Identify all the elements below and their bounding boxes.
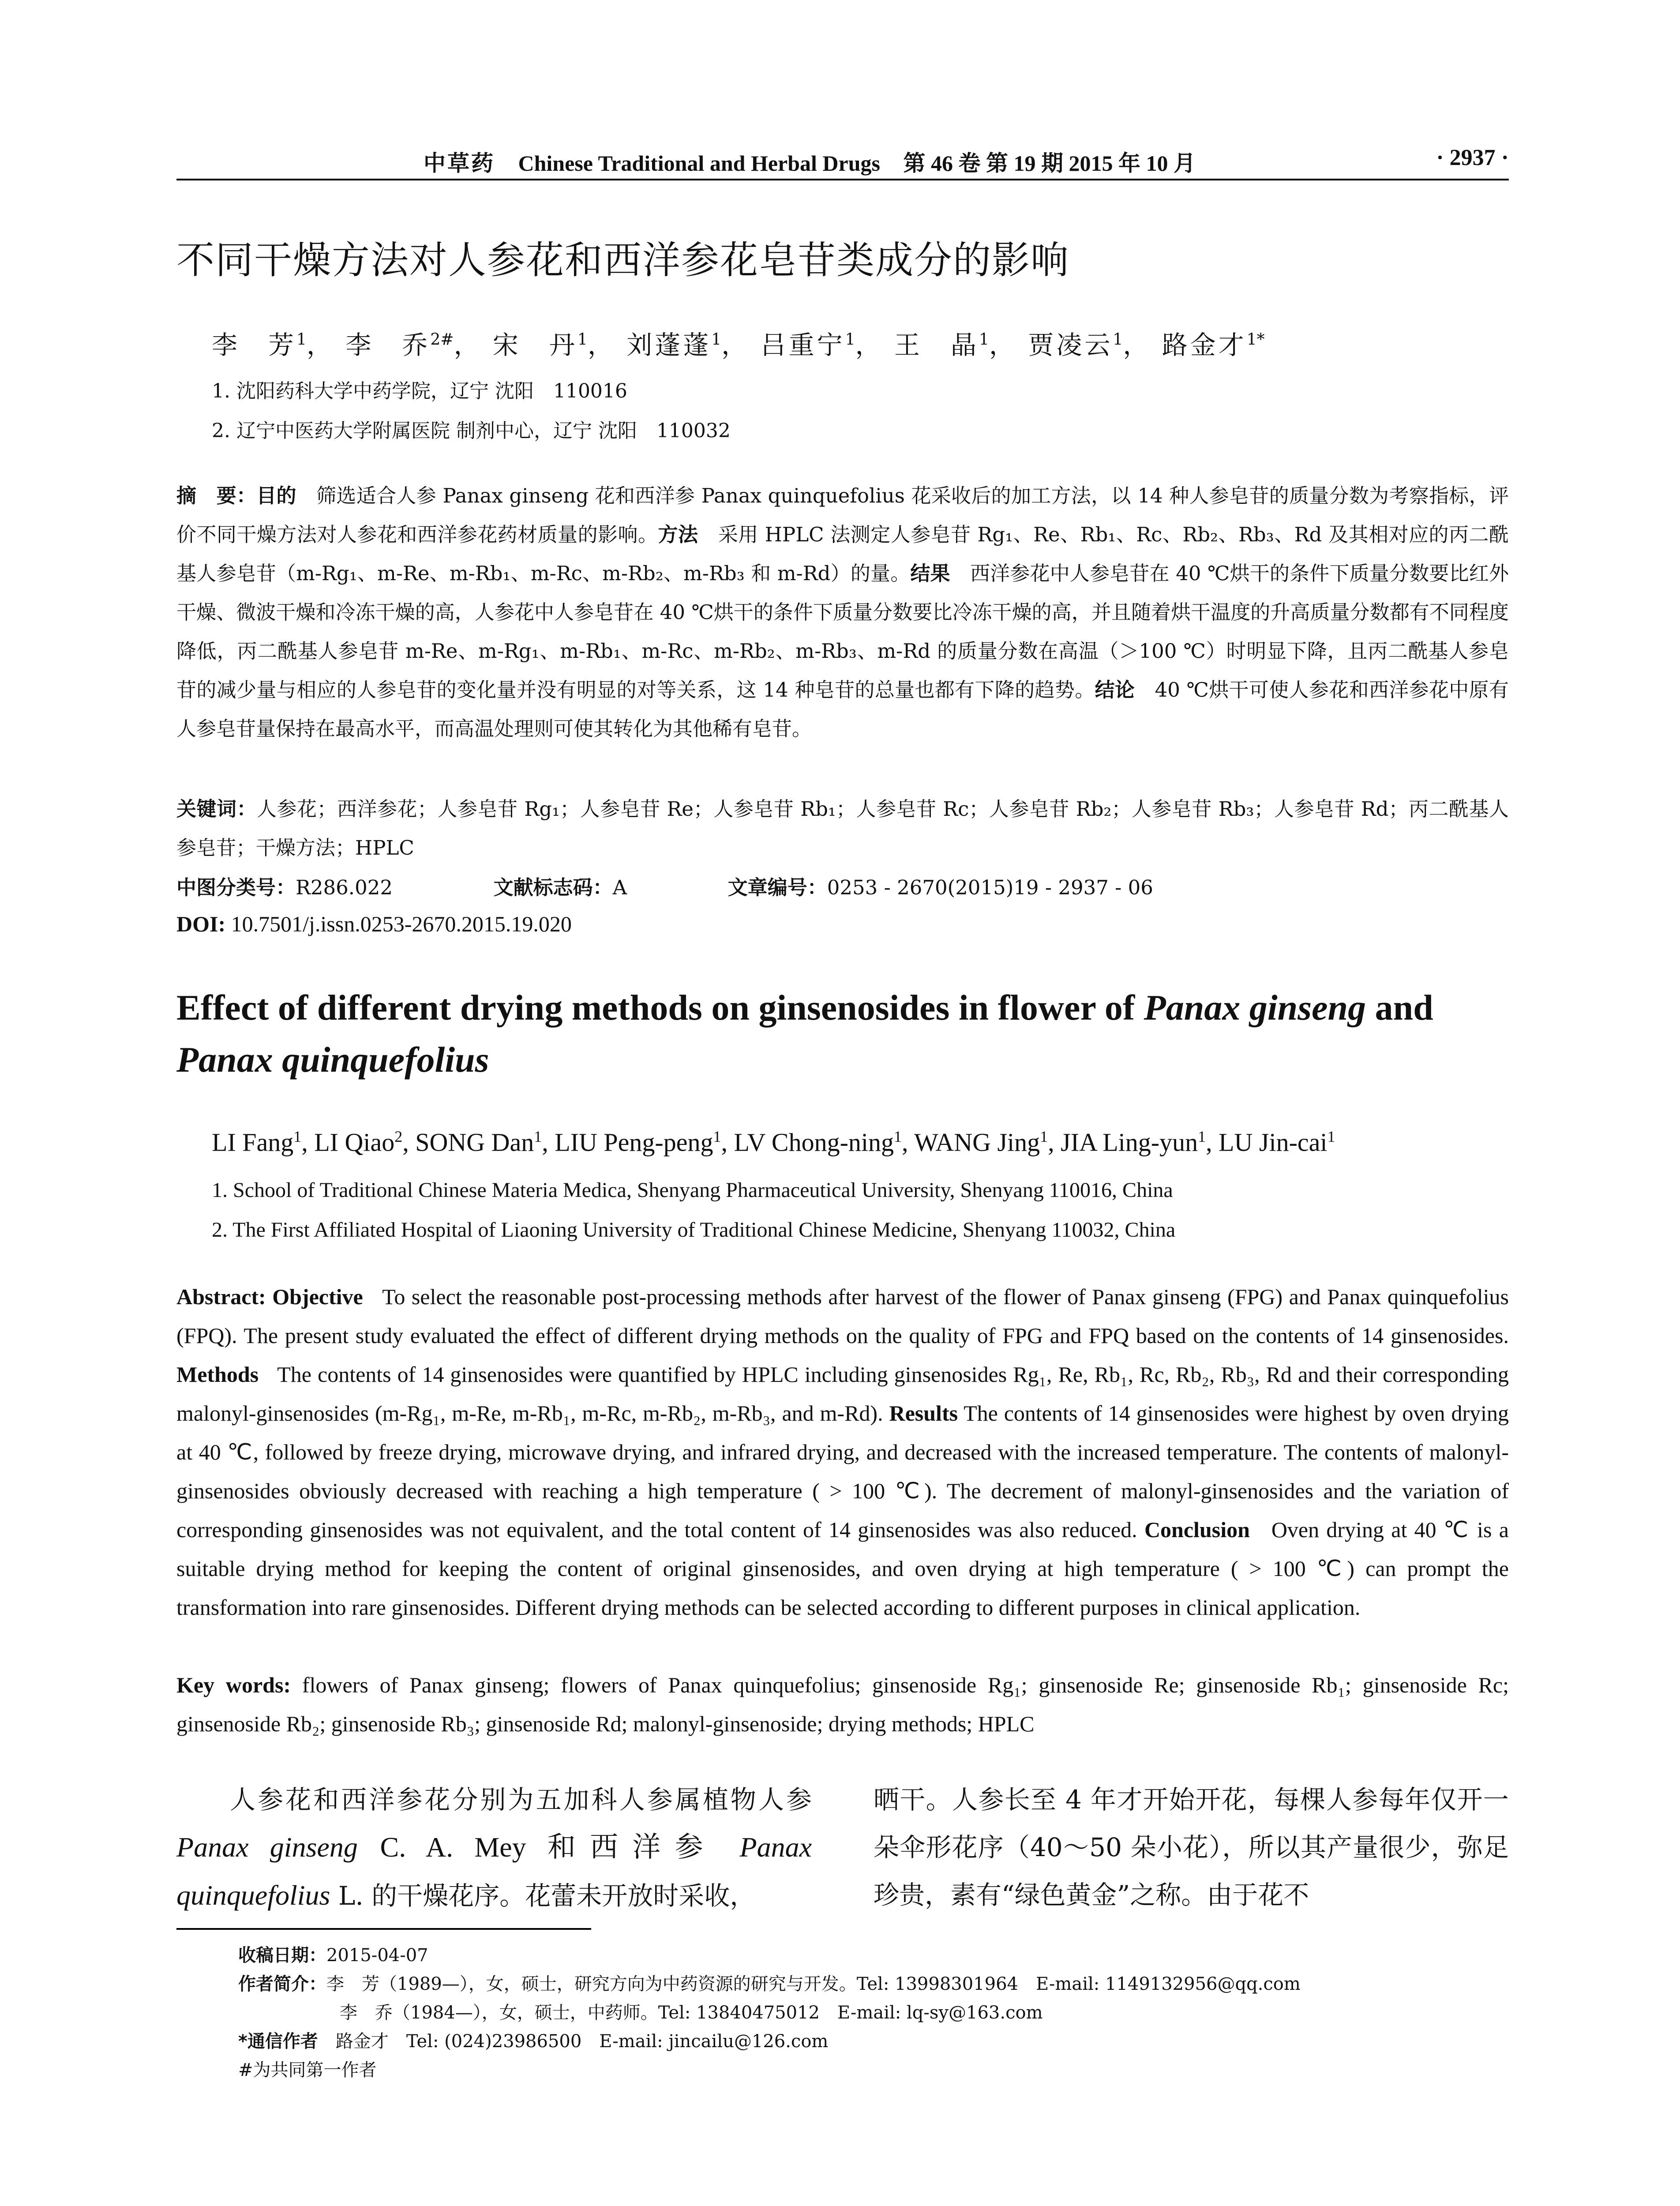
author-cn: 李 芳 (212, 330, 297, 360)
objective-cn-label: 目的 (256, 484, 296, 507)
author-sup: 1 (293, 1128, 302, 1145)
keywords-en-text: flowers of Panax ginseng; flowers of Panax quinquefolius; ginsenoside Rg₁; ginsenoside Re; ginsenoside Rb₁; ginsenoside Rc; ginsenoside Rb₂; ginsenoside Rb₃; ginsenoside Rd; malonyl-ginsenoside; drying methods; HPLC (176, 1673, 1509, 1736)
body-left-text-2: C. A. Mey 和西洋参 (380, 1831, 717, 1863)
footnote-bio-1 (238, 1970, 1301, 1995)
issue-info: 第 46 卷 第 19 期 2015 年 10 月 (903, 151, 1196, 176)
author-sup: 1 (711, 330, 722, 349)
journal-name-en: Chinese Traditional and Herbal Drugs (518, 151, 880, 176)
header-rule (176, 179, 1509, 180)
methods-en-label: Methods (176, 1362, 259, 1387)
abstract-en-label: Abstract: Objective (176, 1284, 363, 1309)
author-en: LV Chong-ning (734, 1128, 894, 1157)
conclusion-cn-text: 40 ℃烘干可使人参花和西洋参花中原有人参皂苷量保持在最高水平，而高温处理则可使其转化为其他稀有皂苷。 (176, 678, 1509, 740)
methods-en-text: The contents of 14 ginsenosides were quantified by HPLC including ginsenosides Rg₁, Re, Rb₁, Rc, Rb₂, Rb₃, Rd and their corresponding malonyl-ginsenosides (m-Rg₁, m-Re, m-Rb₁, m-Rc, m-Rb₂, m-Rb₃, and m-Rd). (176, 1362, 1509, 1426)
running-header (176, 141, 1509, 176)
results-en-label: Results (889, 1401, 958, 1426)
author-cn: 吕重宁 (760, 330, 845, 360)
affiliation-en-1: 1. School of Traditional Chinese Materia Medica, Shenyang Pharmaceutical University, Shenyang 110016, China (212, 1178, 1173, 1202)
authors-cn: 李 芳$^1$， 李 乔$^{2\#}$， 宋 丹$^1$， 刘蓬蓬$^1$， 吕重宁$^1$， 王 晶$^1$， 贾凌云$^1$， 路金才$^{1*}$ (212, 330, 1265, 360)
author-cn: 路金才 (1162, 330, 1247, 360)
author-en: JIA Ling-yun (1061, 1128, 1198, 1157)
abstract-cn-label: 摘 要： (176, 484, 257, 507)
objective-en-text: To select the reasonable post-processing methods after harvest of the flower of Panax ginseng (FPG) and Panax quinquefolius (FPQ). The present study evaluated the effect of different drying methods on the quality of FPG and FPQ based on the contents of 14 ginsenosides. (176, 1284, 1509, 1348)
author-sup: 1 (296, 330, 307, 349)
body-column-right (874, 1776, 1509, 1919)
author-en: LIU Peng-peng (555, 1128, 713, 1157)
keywords-cn-text: 人参花；西洋参花；人参皂苷 Rg₁；人参皂苷 Re；人参皂苷 Rb₁；人参皂苷 Rc；人参皂苷 Rb₂；人参皂苷 Rb₃；人参皂苷 Rd；丙二酰基人参皂苷；干燥方法；HPLC (176, 797, 1509, 859)
article-no-value: 0253 - 2670(2015)19 - 2937 - 06 (827, 876, 1153, 899)
bio-1-text: 李 芳（1989—），女，硕士，研究方向为中药资源的研究与开发。Tel: 13998301964 E-mail: 1149132956@qq.com (326, 1974, 1301, 1994)
author-sup: 1 (1040, 1128, 1048, 1145)
keywords-en (176, 1666, 1509, 1743)
corresponding-text: 路金才 Tel: (024)23986500 E-mail: jincailu@126.com (335, 2031, 829, 2052)
author-sup: 1 (713, 1128, 721, 1145)
body-left-species-1: Panax ginseng (176, 1831, 358, 1863)
author-sup: 1 (979, 330, 989, 349)
author-en: LI Qiao (314, 1128, 395, 1157)
affiliation-cn-1: 1. 沈阳药科大学中药学院，辽宁 沈阳 110016 (212, 380, 627, 402)
footnote-bio-2: 李 乔（1984—），女，硕士，中药师。Tel: 13840475012 E-mail: lq-sy@163.com (340, 2003, 1043, 2023)
bio-label: 作者简介： (238, 1974, 326, 1994)
results-en-text: The contents of 14 ginsenosides were highest by oven drying at 40 ℃, followed by freeze drying, microwave drying, and infrared drying, and decreased with the increased temperature. The contents of malonyl-ginsenosides obviously decreased with reaching a high temperature ( > 100 ℃). The decrement of malonyl-ginsenosides and the variation of corresponding ginsenosides was not equivalent, and the total content of 14 ginsenosides was also reduced. (176, 1401, 1509, 1542)
keywords-en-label: Key words: (176, 1673, 291, 1697)
authors-en: LI Fang$^1$, LI Qiao$^2$, SONG Dan$^1$, LIU Peng-peng$^1$, LV Chong-ning$^1$, WANG Jing$^1$, JIA Ling-yun$^1$, LU Jin-cai$^1$ (212, 1128, 1335, 1157)
author-sup: 1 (1198, 1128, 1206, 1145)
clc-value: R286.022 (296, 876, 393, 899)
author-cn: 宋 丹 (492, 330, 578, 360)
body-right-text: 晒干。人参长至 4 年才开始开花，每棵人参每年仅开一朵伞形花序（40～50 朵小花），所以其产量很少，弥足珍贵，素有“绿色黄金”之称。由于花不 (874, 1785, 1509, 1910)
objective-cn-text: 筛选适合人参 Panax ginseng 花和西洋参 Panax quinquefolius 花采收后的加工方法，以 14 种人参皂苷的质量分数为考察指标，评价不同干燥方法对人参花和西洋参花药材质量的影响。 (176, 484, 1509, 546)
abstract-en (176, 1277, 1509, 1627)
footnote-received (238, 1941, 428, 1966)
body-left-species-2: Panax quinquefolius (176, 1831, 812, 1911)
received-date: 2015-04-07 (326, 1945, 428, 1966)
doi-value: 10.7501/j.issn.0253-2670.2015.19.020 (231, 912, 572, 936)
author-sup: 1 (577, 330, 588, 349)
methods-cn-text: 采用 HPLC 法测定人参皂苷 Rg₁、Re、Rb₁、Rc、Rb₂、Rb₃、Rd 及其相对应的丙二酰基人参皂苷（m-Rg₁、m-Re、m-Rb₁、m-Rc、m-Rb₂、m-Rb₃ 和 m-Rd）的量。 (176, 523, 1509, 585)
article-no-label: 文章编号： (728, 876, 827, 899)
doc-code-value: A (612, 876, 627, 899)
title-en (176, 982, 1509, 1086)
affiliation-cn-2: 2. 辽宁中医药大学附属医院 制剂中心，辽宁 沈阳 110032 (212, 420, 731, 442)
conclusion-en-label: Conclusion (1144, 1517, 1250, 1542)
doi-line (176, 911, 572, 937)
page-number: · 2937 · (1436, 145, 1509, 170)
journal-name-cn: 中草药 (424, 151, 495, 176)
title-en-and: and (1366, 987, 1433, 1028)
author-cn: 刘蓬蓬 (626, 330, 712, 360)
body-column-left (176, 1776, 812, 1920)
author-sup: 2# (430, 330, 454, 349)
body-left-text-1: 人参花和西洋参花分别为五加科人参属植物人参 (228, 1785, 812, 1815)
author-cn: 王 晶 (894, 330, 979, 360)
conclusion-en-text: Oven drying at 40 ℃ is a suitable drying method for keeping the content of original ginsenosides, and oven drying at high temperature ( > 100 ℃) can prompt the transformation into rare ginsenosides. Different drying methods can be selected according to different purposes in clinical application. (176, 1517, 1509, 1620)
title-en-text: Effect of different drying methods on ginsenosides in flower of (176, 987, 1144, 1028)
corresponding-label: *通信作者 (238, 2031, 318, 2052)
author-sup: 1 (1113, 330, 1123, 349)
conclusion-cn-label: 结论 (1095, 678, 1135, 702)
author-sup: 1 (1327, 1128, 1335, 1145)
received-label: 收稿日期： (238, 1945, 326, 1966)
title-en-species-2: Panax quinquefolius (176, 1039, 489, 1080)
results-cn-label: 结果 (910, 562, 950, 585)
author-cn: 贾凌云 (1028, 330, 1113, 360)
author-sup: 1 (845, 330, 855, 349)
footnote-cofirst: #为共同第一作者 (238, 2060, 377, 2080)
affiliation-en-2: 2. The First Affiliated Hospital of Liaoning University of Traditional Chinese Medicine, Shenyang 110032, China (212, 1218, 1176, 1242)
journal-name (424, 146, 1196, 177)
results-cn-text: 西洋参花中人参皂苷在 40 ℃烘干的条件下质量分数要比红外干燥、微波干燥和冷冻干燥的高，人参花中人参皂苷在 40 ℃烘干的条件下质量分数要比冷冻干燥的高，并且随着烘干温度的升高质量分数都有不同程度降低，丙二酰基人参皂苷 m-Re、m-Rg₁、m-Rb₁、m-Rc、m-Rb₂、m-Rb₃、m-Rd 的质量分数在高温（＞100 ℃）时明显下降，且丙二酰基人参皂苷的减少量与相应的人参皂苷的变化量并没有明显的对等关系，这 14 种皂苷的总量也都有下降的趋势。 (176, 562, 1509, 702)
body-left-text-3: L. 的干燥花序。花蕾未开放时采收， (338, 1881, 756, 1911)
abstract-cn (176, 476, 1509, 748)
methods-cn-label: 方法 (658, 523, 698, 546)
author-sup: 1* (1246, 330, 1265, 349)
author-en: SONG Dan (415, 1128, 534, 1157)
author-en: LI Fang (212, 1128, 294, 1157)
author-en: WANG Jing (914, 1128, 1040, 1157)
title-cn: 不同干燥方法对人参花和西洋参花皂苷类成分的影响 (176, 238, 1069, 282)
keywords-cn-label: 关键词： (176, 797, 257, 821)
doi-label: DOI: (176, 912, 226, 936)
footnote-corresponding (238, 2027, 828, 2052)
title-en-species-1: Panax ginseng (1144, 987, 1366, 1028)
author-sup: 1 (534, 1128, 542, 1145)
author-sup: 2 (394, 1128, 403, 1145)
author-sup: 1 (894, 1128, 902, 1145)
author-en: LU Jin-cai (1219, 1128, 1328, 1157)
doc-code-label: 文献标志码： (493, 876, 613, 899)
clc-label: 中图分类号： (176, 876, 296, 899)
classification-line (176, 871, 1153, 900)
author-cn: 李 乔 (345, 330, 431, 360)
footnote-rule (176, 1928, 591, 1930)
keywords-cn (176, 790, 1509, 867)
